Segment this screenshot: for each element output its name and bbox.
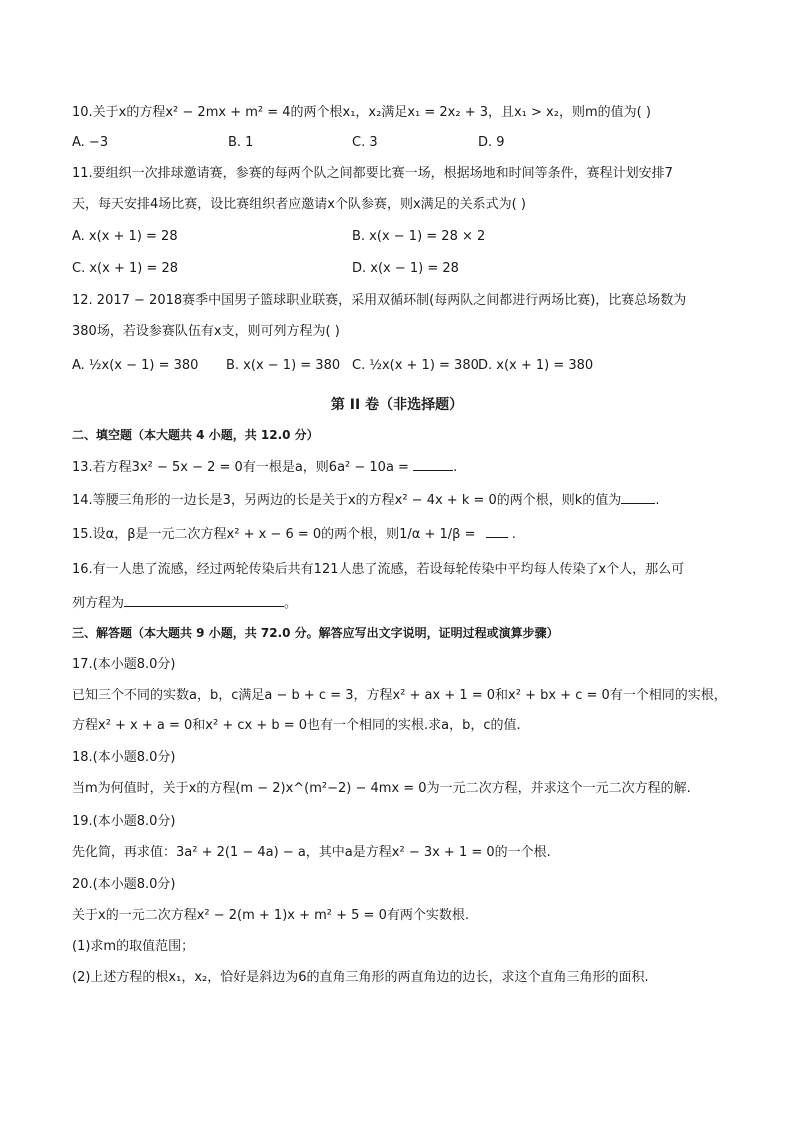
question-12-line-1: 12. 2017 − 2018赛季中国男子篮球职业联赛，采用双循环制(每两队之间都进行两场比赛)，比赛总场数为 [72,293,687,308]
question-18-header: 18.(本小题8.0分) [72,750,176,765]
question-17-header: 17.(本小题8.0分) [72,657,176,672]
answer-blank[interactable] [486,523,508,538]
question-19-line-1: 先化简，再求值：3a² + 2(1 − 4a) − a，其中a是方程x² − 3x + 1 = 0的一个根. [72,845,551,860]
question-19-header: 19.(本小题8.0分) [72,814,176,829]
question-20-part-2: (2)上述方程的根x₁，x₂，恰好是斜边为6的直角三角形的两直角边的边长，求这个直角三角形的面积. [72,970,649,985]
answer-blank[interactable] [621,489,655,504]
q12-option-c: C. ½x(x + 1) = 380 [352,358,479,373]
section-two-heading: 二、填空题（本大题共 4 小题，共 12.0 分） [72,428,319,442]
question-16-line-2: 列方程为 。 [72,592,297,613]
answer-blank[interactable] [124,592,284,607]
answer-blank[interactable] [413,456,453,471]
question-20-header: 20.(本小题8.0分) [72,877,176,892]
q10-option-c: C. 3 [352,135,378,150]
q10-option-d: D. 9 [478,135,505,150]
question-18-line-1: 当m为何值时，关于x的方程(m − 2)x^(m²−2) − 4mx = 0为一元二次方程，并求这个一元二次方程的解. [72,781,691,796]
question-11-line-2: 天，每天安排4场比赛，设比赛组织者应邀请x个队参赛，则x满足的关系式为( ) [72,197,526,212]
q12-option-d: D. x(x + 1) = 380 [478,358,594,373]
q12-option-b: B. x(x − 1) = 380 [226,358,341,373]
question-20-line-1: 关于x的一元二次方程x² − 2(m + 1)x + m² + 5 = 0有两个实数根. [72,908,469,923]
question-15: 15.设α，β是一元二次方程x² + x − 6 = 0的两个根，则1/α + 1/β = . [72,523,516,544]
q11-option-b: B. x(x − 1) = 28 × 2 [352,229,486,244]
question-17-line-2: 方程x² + x + a = 0和x² + cx + b = 0也有一个相同的实根.求a，b，c的值. [72,718,521,733]
question-14: 14.等腰三角形的一边长是3，另两边的长是关于x的方程x² − 4x + k = 0的两个根，则k的值为 . [72,489,659,510]
question-20-part-1: (1)求m的取值范围； [72,939,195,954]
question-13: 13.若方程3x² − 5x − 2 = 0有一根是a，则6a² − 10a = . [72,456,457,477]
q11-option-d: D. x(x − 1) = 28 [352,261,459,276]
question-17-line-1: 已知三个不同的实数a，b，c满足a − b + c = 3，方程x² + ax + 1 = 0和x² + bx + c = 0有一个相同的实根， [72,688,727,703]
section-three-heading: 三、解答题（本大题共 9 小题，共 72.0 分。解答应写出文字说明，证明过程或演算步骤） [72,626,559,640]
question-11-line-1: 11.要组织一次排球邀请赛，参赛的每两个队之间都要比赛一场，根据场地和时间等条件，赛程计划安排7 [72,166,673,181]
question-12-line-2: 380场，若设参赛队伍有x支，则可列方程为( ) [72,324,340,339]
q11-option-c: C. x(x + 1) = 28 [72,261,178,276]
q11-option-a: A. x(x + 1) = 28 [72,229,178,244]
q10-option-a: A. −3 [72,135,109,150]
q10-option-b: B. 1 [228,135,254,150]
question-10: 10.关于x的方程x² − 2mx + m² = 4的两个根x₁，x₂满足x₁ = 2x₂ + 3，且x₁ > x₂，则m的值为( ) [72,105,651,120]
question-16-line-1: 16.有一人患了流感，经过两轮传染后共有121人患了流感，若设每轮传染中平均每人传染了x个人，那么可 [72,562,685,577]
part-two-title: 第 II 卷（非选择题） [330,397,464,413]
q12-option-a: A. ½x(x − 1) = 380 [72,358,199,373]
